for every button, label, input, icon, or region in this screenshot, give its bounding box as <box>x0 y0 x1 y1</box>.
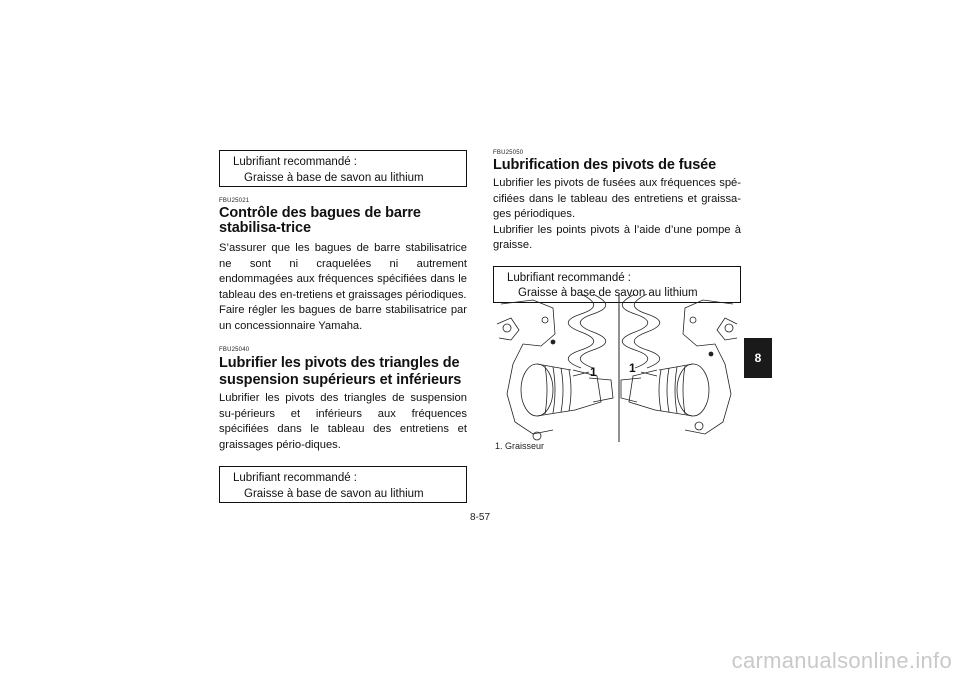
chapter-tab: 8 <box>744 338 772 378</box>
lubricant-value: Graisse à base de savon au lithium <box>244 171 424 184</box>
lubricant-label: Lubrifiant recommandé : <box>233 156 358 168</box>
section-code: FBU25040 <box>219 347 250 353</box>
left-column <box>219 148 467 503</box>
page-number: 8-57 <box>469 512 490 523</box>
watermark: carmanualsonline.info <box>731 648 952 673</box>
figure-caption: 1. Graisseur <box>495 441 545 451</box>
section-code: FBU25021 <box>219 198 250 204</box>
section-title: Lubrifier les pivots des triangles de suspension supérieurs et inférieurs <box>219 355 462 388</box>
lubricant-box <box>219 150 467 187</box>
section-code: FBU25050 <box>493 150 524 156</box>
section-title: Contrôle des bagues de barre stabilisa-trice <box>219 205 421 236</box>
knuckle-pivot-illustration <box>493 294 741 444</box>
section-paragraph: S’assurer que les bagues de barre stabilisatrice ne sont ni craquelées ni autrement endommagées aux fréquences spécifiées dans le tableau des en-tretiens et graissages périodiques. <box>219 242 467 301</box>
lubricant-value: Graisse à base de savon au lithium <box>518 287 698 299</box>
lubricant-box <box>219 466 467 503</box>
section-paragraph: Lubrifier les points pivots à l’aide d’une pompe à graisse. <box>493 223 741 251</box>
lubricant-label: Lubrifiant recommandé : <box>233 472 358 484</box>
callout-number: 1 <box>590 365 597 379</box>
pivot-figure <box>493 294 741 451</box>
callout-number: 1 <box>629 361 636 375</box>
lubricant-label: Lubrifiant recommandé : <box>507 271 632 284</box>
section-paragraph: Faire régler les bagues de barre stabilisatrice par un concessionnaire Yamaha. <box>219 304 467 332</box>
section-paragraph: Lubrifier les pivots de fusées aux fréquences spé-cifiées dans le tableau des entretiens et graissa-ges périodiques. <box>493 177 741 220</box>
lubricant-value: Graisse à base de savon au lithium <box>244 487 424 500</box>
section-paragraph: Lubrifier les pivots des triangles de suspension su-périeurs et inférieurs aux fréquences spécifiées dans le tableau des entretiens et graissages pério-diques. <box>219 392 467 451</box>
section-title: Lubrification des pivots de fusée <box>493 157 717 173</box>
right-column <box>493 148 741 303</box>
